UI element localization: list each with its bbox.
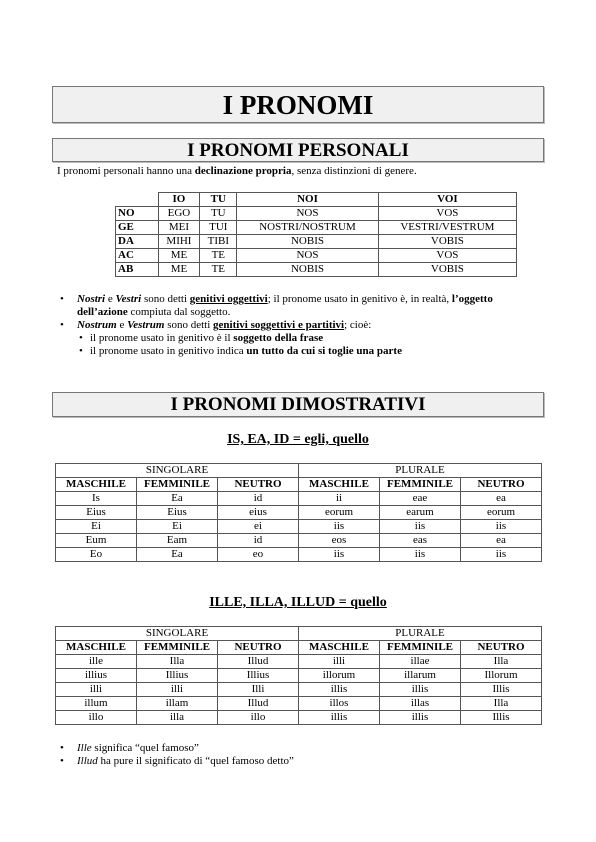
- table-row: [56, 534, 542, 548]
- case-label: DA: [116, 235, 159, 249]
- table-cell: TIBI: [200, 235, 237, 249]
- gender-header: MASCHILE: [56, 641, 137, 655]
- table-cell: iis: [299, 548, 380, 562]
- table-cell: illis: [299, 683, 380, 697]
- table-cell: illi: [56, 683, 137, 697]
- gender-header: NEUTRO: [461, 641, 542, 655]
- table-cell: illam: [137, 697, 218, 711]
- note-text: il pronome usato in genitivo indica: [90, 345, 247, 357]
- note-emphasis: un tutto da cui si toglie una parte: [246, 345, 402, 357]
- plural-header: PLURALE: [299, 627, 542, 641]
- table-cell: eorum: [299, 506, 380, 520]
- table-row: [56, 711, 542, 725]
- column-header: NOI: [237, 193, 379, 207]
- section-title-dimostrativi: I PRONOMI DIMOSTRATIVI: [52, 392, 544, 417]
- note-term: Illud: [77, 755, 98, 767]
- table-cell: eas: [380, 534, 461, 548]
- note-text: il pronome usato in genitivo è il: [90, 332, 234, 344]
- note-emphasis: soggetto della frase: [233, 332, 324, 344]
- ille-illa-illud-table: [55, 626, 542, 725]
- personal-pronouns-table: [115, 192, 517, 277]
- table-cell: ea: [461, 534, 542, 548]
- ille-illa-illud-title: ILLE, ILLA, ILLUD = quello: [209, 595, 387, 610]
- table-cell: earum: [380, 506, 461, 520]
- note-term: Nostrum: [77, 319, 117, 331]
- sub-list-item: [77, 332, 544, 345]
- table-cell: id: [218, 492, 299, 506]
- gender-header: NEUTRO: [218, 641, 299, 655]
- table-cell: illo: [218, 711, 299, 725]
- list-item: [57, 755, 544, 768]
- table-cell: VOS: [378, 207, 516, 221]
- is-ea-id-table: [55, 463, 542, 562]
- table-cell: Illud: [218, 655, 299, 669]
- table-cell: illorum: [299, 669, 380, 683]
- table-cell: Illius: [218, 669, 299, 683]
- table-cell: illis: [299, 711, 380, 725]
- column-header: TU: [200, 193, 237, 207]
- table-cell: illae: [380, 655, 461, 669]
- gender-header-row: [56, 478, 542, 492]
- table-row: [116, 235, 517, 249]
- table-cell: eae: [380, 492, 461, 506]
- sub-list-item: [77, 345, 544, 358]
- table-row: [56, 655, 542, 669]
- table-row: [116, 263, 517, 277]
- table-row: [116, 221, 517, 235]
- table-cell: Ei: [56, 520, 137, 534]
- table-cell: Eo: [56, 548, 137, 562]
- table-cell: illi: [299, 655, 380, 669]
- table-cell: iis: [461, 520, 542, 534]
- gender-header: FEMMINILE: [137, 641, 218, 655]
- gender-header: NEUTRO: [218, 478, 299, 492]
- table-cell: eorum: [461, 506, 542, 520]
- section-title-personali: I PRONOMI PERSONALI: [52, 138, 544, 162]
- table-cell: Illud: [218, 697, 299, 711]
- table-cell: eius: [218, 506, 299, 520]
- note-term: Ille: [77, 742, 92, 754]
- page-title: I PRONOMI: [52, 86, 544, 123]
- table-cell: Illa: [461, 697, 542, 711]
- table-row: [56, 697, 542, 711]
- table-cell: NOBIS: [237, 235, 379, 249]
- table-cell: illis: [380, 683, 461, 697]
- column-header: IO: [158, 193, 200, 207]
- table-cell: ME: [158, 263, 200, 277]
- table-cell: VOS: [378, 249, 516, 263]
- table-cell: iis: [461, 548, 542, 562]
- table-cell: ea: [461, 492, 542, 506]
- intro-text: I pronomi personali hanno una: [57, 165, 195, 177]
- table-row: [56, 520, 542, 534]
- dimostrativi-notes-list: [57, 742, 544, 768]
- note-text: e: [105, 293, 116, 305]
- note-text: ; il pronome usato in genitivo è, in realtà,: [267, 293, 452, 305]
- table-row: [56, 683, 542, 697]
- table-cell: Eius: [56, 506, 137, 520]
- table-row: [116, 207, 517, 221]
- intro-bold: declinazione propria: [194, 165, 292, 177]
- gender-header: FEMMINILE: [137, 478, 218, 492]
- table-cell: ei: [218, 520, 299, 534]
- note-text: compiuta dal soggetto.: [127, 306, 231, 318]
- group-header-row: [56, 464, 542, 478]
- table-cell: Illa: [137, 655, 218, 669]
- empty-corner-cell: [116, 193, 159, 207]
- table-cell: NOBIS: [237, 263, 379, 277]
- table-cell: illius: [56, 669, 137, 683]
- table-cell: TU: [200, 207, 237, 221]
- table-cell: TE: [200, 249, 237, 263]
- list-item: [57, 293, 544, 319]
- table-cell: ii: [299, 492, 380, 506]
- table-cell: TUI: [200, 221, 237, 235]
- table-cell: VOBIS: [378, 263, 516, 277]
- case-label: AC: [116, 249, 159, 263]
- table-cell: Eum: [56, 534, 137, 548]
- note-emphasis: l’oggetto dell’azione: [77, 293, 493, 318]
- gender-header-row: [56, 641, 542, 655]
- table-cell: NOS: [237, 207, 379, 221]
- gender-header: MASCHILE: [56, 478, 137, 492]
- table-cell: iis: [299, 520, 380, 534]
- note-emphasis: genitivi oggettivi: [189, 293, 268, 305]
- table-cell: VOBIS: [378, 235, 516, 249]
- table-row: [56, 669, 542, 683]
- table-cell: iis: [380, 520, 461, 534]
- case-label: NO: [116, 207, 159, 221]
- gender-header: MASCHILE: [299, 641, 380, 655]
- intro-text-end: , senza distinzioni di genere.: [291, 165, 417, 177]
- table-cell: Ei: [137, 520, 218, 534]
- list-item: [57, 319, 544, 358]
- column-header: VOI: [378, 193, 516, 207]
- note-text: sono detti: [141, 293, 190, 305]
- table-cell: ille: [56, 655, 137, 669]
- table-cell: eo: [218, 548, 299, 562]
- table-row: [56, 492, 542, 506]
- note-text: e: [116, 319, 128, 331]
- case-label: AB: [116, 263, 159, 277]
- table-cell: EGO: [158, 207, 200, 221]
- table-cell: illas: [380, 697, 461, 711]
- gender-header: FEMMINILE: [380, 478, 461, 492]
- note-term: Vestri: [115, 293, 142, 305]
- list-item: [57, 742, 544, 755]
- personali-intro: [57, 165, 417, 178]
- table-cell: illa: [137, 711, 218, 725]
- table-cell: Illis: [461, 683, 542, 697]
- gender-header: FEMMINILE: [380, 641, 461, 655]
- case-label: GE: [116, 221, 159, 235]
- group-header-row: [56, 627, 542, 641]
- table-row: [56, 548, 542, 562]
- table-cell: Illis: [461, 711, 542, 725]
- gender-header: NEUTRO: [461, 478, 542, 492]
- table-cell: Illius: [137, 669, 218, 683]
- table-cell: MIHI: [158, 235, 200, 249]
- table-cell: Eius: [137, 506, 218, 520]
- table-cell: Ea: [137, 492, 218, 506]
- table-cell: illi: [137, 683, 218, 697]
- note-text: ha pure il significato di “quel famoso detto”: [97, 755, 294, 767]
- table-cell: id: [218, 534, 299, 548]
- note-text: sono detti: [164, 319, 214, 331]
- table-cell: Is: [56, 492, 137, 506]
- singular-header: SINGOLARE: [56, 627, 299, 641]
- table-cell: TE: [200, 263, 237, 277]
- table-cell: illarum: [380, 669, 461, 683]
- table-cell: Illorum: [461, 669, 542, 683]
- table-cell: VESTRI/VESTRUM: [378, 221, 516, 235]
- singular-header: SINGOLARE: [56, 464, 299, 478]
- table-cell: illum: [56, 697, 137, 711]
- table-cell: NOSTRI/NOSTRUM: [237, 221, 379, 235]
- plural-header: PLURALE: [299, 464, 542, 478]
- note-text: ; cioè:: [344, 319, 372, 331]
- table-row: [116, 249, 517, 263]
- table-cell: Ea: [137, 548, 218, 562]
- table-cell: illos: [299, 697, 380, 711]
- personali-notes-list: [57, 293, 544, 358]
- table-row: [56, 506, 542, 520]
- table-cell: Illi: [218, 683, 299, 697]
- table-header-row: [116, 193, 517, 207]
- sub-list: [77, 332, 544, 358]
- table-cell: NOS: [237, 249, 379, 263]
- table-cell: Eam: [137, 534, 218, 548]
- is-ea-id-title: IS, EA, ID = egli, quello: [227, 432, 369, 447]
- note-emphasis: genitivi soggettivi e partitivi: [213, 319, 345, 331]
- gender-header: MASCHILE: [299, 478, 380, 492]
- table-cell: Illa: [461, 655, 542, 669]
- note-text: significa “quel famoso”: [91, 742, 199, 754]
- table-cell: MEI: [158, 221, 200, 235]
- table-cell: illis: [380, 711, 461, 725]
- table-cell: iis: [380, 548, 461, 562]
- table-cell: illo: [56, 711, 137, 725]
- table-cell: eos: [299, 534, 380, 548]
- note-term: Nostri: [77, 293, 106, 305]
- table-cell: ME: [158, 249, 200, 263]
- note-term: Vestrum: [127, 319, 165, 331]
